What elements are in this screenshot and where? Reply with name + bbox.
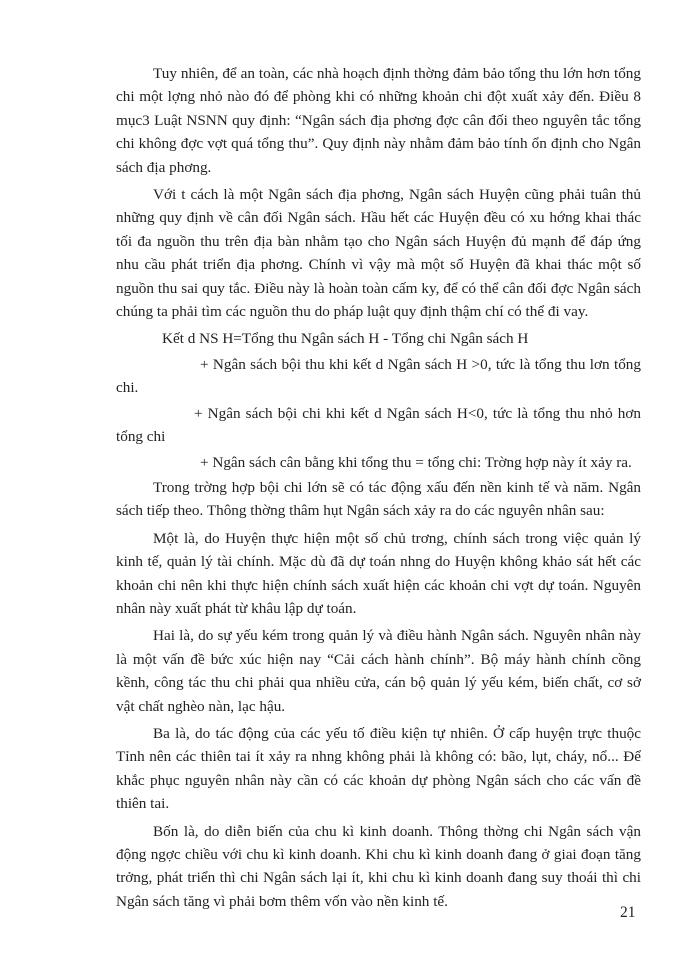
paragraph-cause-three: Ba là, do tác động của các yếu tố điều kiện tự nhiên. Ở cấp huyện trực thuộc Tỉnh nên các thiên tai ít xảy ra nhng không phải là không có: bão, lụt, cháy, nổ... Để khắc phục nguyên nhân này cần có các khoản dự phòng Ngân sách cho các vấn đề thiên tai. bbox=[116, 724, 641, 813]
bullet-balanced: + Ngân sách cân bằng khi tổng thu = tổng chi: Trờng hợp này ít xảy ra. bbox=[200, 453, 632, 471]
paragraph-cause-one: Một là, do Huyện thực hiện một số chủ trơng, chính sách trong việc quản lý kinh tế, quản lý tài chính. Mặc dù đã dự toán nhng do Huyện không khảo sát hết các khoản chi nên khi thực hiện chính sách xuất hiện các khoản chi vợt dự toán. Nguyên nhân này xuất phát từ khâu lập dự toán. bbox=[116, 529, 641, 617]
budget-balance-formula: Kết d NS H=Tổng thu Ngân sách H - Tổng chi Ngân sách H bbox=[162, 330, 529, 348]
page-number: 21 bbox=[620, 904, 636, 921]
paragraph-district-budget: Với t cách là một Ngân sách địa phơng, Ngân sách Huyện cũng phải tuân thủ những quy định về cân đối Ngân sách. Hầu hết các Huyện đều có xu hớng khai thác tối đa nguồn thu trên địa bàn nhằm tạo cho Ngân sách Huyện đủ mạnh để đáp ứng nhu cầu phát triển địa phơng. Chính vì vậy mà một số Huyện đã khai thác một số nguồn thu sai quy tắc. Điều này là hoàn toàn cấm ky, để có thể cân đối đợc Ngân sách chúng ta phải tìm các nguồn thu do pháp luật quy định thậm chí có thể đi vay. bbox=[116, 186, 641, 321]
paragraph-balance-principle: Tuy nhiên, để an toàn, các nhà hoạch định thờng đảm bảo tổng thu lớn hơn tổng chi một lợng nhỏ nào đó để phòng khi có những khoản chi đột xuất xảy đến. Điều 8 mục3 Luật NSNN quy định: “Ngân sách địa phơng đợc cân đối theo nguyên tắc tổng chi không đợc vợt quá tổng thu”. Quy định này nhằm đảm bảo tính ổn định cho Ngân sách địa phơng. bbox=[116, 65, 641, 176]
bullet-deficit: + Ngân sách bội chi khi kết d Ngân sách H<0, tức là tổng thu nhỏ hơn tổng chi bbox=[116, 404, 641, 446]
document-page bbox=[116, 62, 641, 917]
bullet-surplus: + Ngân sách bội thu khi kết d Ngân sách H >0, tức là tổng thu lơn tổng chi. bbox=[116, 355, 641, 397]
paragraph-cause-two: Hai là, do sự yếu kém trong quản lý và điều hành Ngân sách. Nguyên nhân này là một vấn đề bức xúc hiện nay “Cải cách hành chính”. Bộ máy hành chính cồng kềnh, công tác thu chi phải qua nhiều cửa, cán bộ quản lý yếu kém, biến chất, cơ sở vật chất nghèo nàn, lạc hậu. bbox=[116, 627, 641, 715]
paragraph-deficit-causes-intro: Trong trờng hợp bội chi lớn sẽ có tác động xấu đến nền kinh tế và năm. Ngân sách tiếp theo. Thông thờng thâm hụt Ngân sách xảy ra do các nguyên nhân sau: bbox=[116, 478, 641, 520]
paragraph-cause-four: Bốn là, do diễn biến của chu kì kinh doanh. Thông thờng chi Ngân sách vận động ngợc chiều với chu kì kinh doanh. Khi chu kì kinh doanh đang ở giai đoạn tăng trởng, phát triển thì chi Ngân sách lại ít, khi chu kì kinh doanh đang suy thoái thì chi Ngân sách tăng vì phải bơm thêm vốn vào nền kinh tế. bbox=[116, 822, 641, 910]
